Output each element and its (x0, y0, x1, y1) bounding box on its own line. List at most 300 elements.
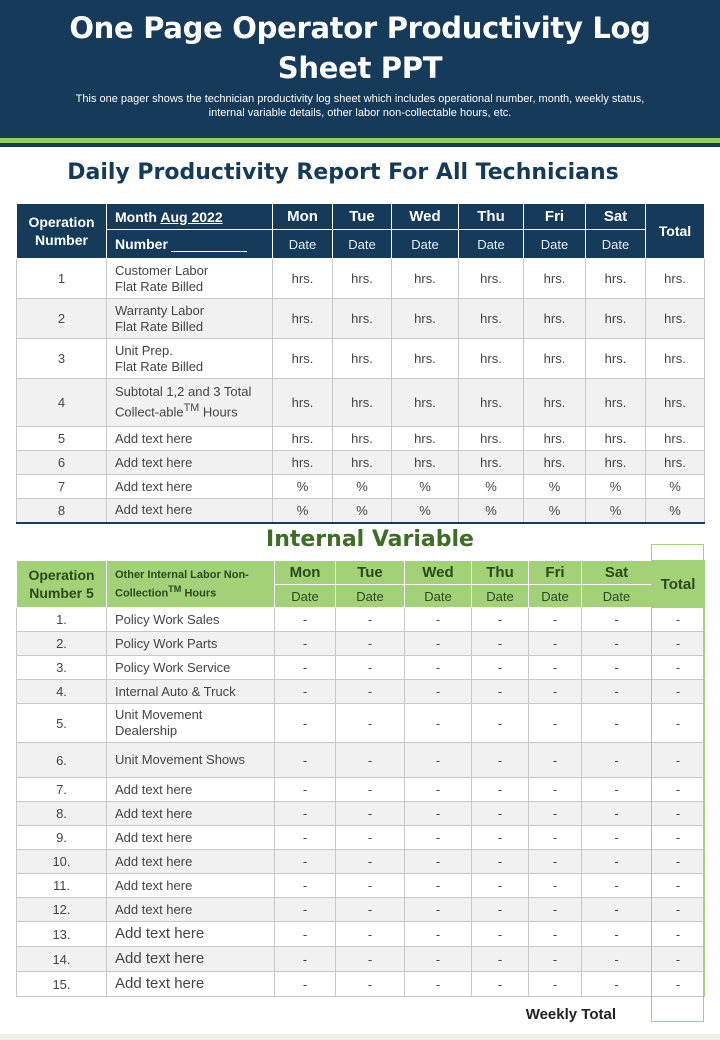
day-header: Fri (524, 204, 586, 230)
trademark-sup: TM (183, 402, 200, 415)
day-value-cell[interactable]: hrs. (524, 259, 586, 299)
day-header: Sat (582, 561, 652, 585)
description-cell (107, 850, 275, 874)
day-value-cell[interactable]: - (472, 802, 529, 826)
day-value-cell[interactable]: - (275, 874, 336, 898)
day-value-cell[interactable]: - (405, 947, 472, 972)
report-row (17, 499, 705, 523)
day-value-cell[interactable]: - (336, 704, 405, 743)
description-cell (107, 802, 275, 826)
day-value-cell[interactable]: - (582, 972, 652, 997)
day-value-cell[interactable]: % (333, 499, 392, 523)
day-value-cell[interactable]: - (582, 680, 652, 704)
total-value-cell[interactable]: - (652, 656, 705, 680)
day-value-cell[interactable]: - (336, 874, 405, 898)
report-row (17, 427, 705, 451)
internal-row (17, 656, 705, 680)
day-value-cell[interactable]: - (582, 898, 652, 922)
internal-row (17, 947, 705, 972)
number-blank-line (171, 240, 247, 252)
operation-number-cell: 5 (17, 427, 107, 451)
report-row (17, 339, 705, 379)
description-line1: Add text here (115, 950, 205, 967)
day-value-cell[interactable]: - (405, 826, 472, 850)
date-subheader: Date (392, 230, 459, 259)
day-header: Thu (459, 204, 524, 230)
description-line1: Add text here (115, 502, 193, 518)
description-cell (107, 778, 275, 802)
page-subtitle-line1: This one pager shows the technician productivity log sheet which includes operational number, month, weekly status, (75, 93, 645, 105)
footer-band (0, 1034, 720, 1040)
day-value-cell[interactable]: - (275, 947, 336, 972)
description-line1: Add text here (115, 877, 193, 893)
day-value-cell[interactable]: hrs. (392, 451, 459, 475)
description-line1: Customer Labor (115, 262, 209, 278)
day-value-cell[interactable]: % (524, 475, 586, 499)
day-value-cell[interactable]: % (459, 475, 524, 499)
description-line1: Warranty Labor (115, 302, 205, 318)
internal-row (17, 922, 705, 947)
operation-number-cell: 5. (17, 704, 107, 743)
internal-variable-table (16, 560, 705, 997)
day-value-cell[interactable]: - (529, 898, 582, 922)
weekly-total-label: Weekly Total (525, 1006, 616, 1023)
description-cell (107, 704, 275, 743)
day-value-cell[interactable]: - (529, 632, 582, 656)
day-value-cell[interactable]: - (529, 656, 582, 680)
description-line1: Add text here (115, 478, 193, 494)
description-cell (107, 632, 275, 656)
day-value-cell[interactable]: hrs. (392, 299, 459, 339)
total-column-frame (651, 544, 704, 1022)
date-subheader: Date (459, 230, 524, 259)
day-value-cell[interactable]: hrs. (333, 451, 392, 475)
day-value-cell[interactable]: - (582, 922, 652, 947)
total-value-cell[interactable]: - (652, 826, 705, 850)
page-title (0, 0, 720, 88)
day-value-cell[interactable]: - (336, 898, 405, 922)
month-value: Aug 2022 (160, 208, 223, 225)
total-value-cell[interactable]: % (646, 475, 705, 499)
day-value-cell[interactable]: - (472, 778, 529, 802)
internal-row (17, 972, 705, 997)
day-value-cell[interactable]: - (529, 680, 582, 704)
operation-number-cell: 7. (17, 778, 107, 802)
day-value-cell[interactable]: - (582, 826, 652, 850)
operation5-header-line1: Operation (28, 567, 95, 583)
date-subheader: Date (273, 230, 333, 259)
internal-variable-title: Internal Variable (266, 527, 474, 552)
day-value-cell[interactable]: hrs. (459, 427, 524, 451)
day-header: Mon (273, 204, 333, 230)
description-cell (107, 608, 275, 632)
day-value-cell[interactable]: - (472, 656, 529, 680)
day-value-cell[interactable]: - (336, 632, 405, 656)
total-value-cell[interactable]: - (652, 778, 705, 802)
other-labor-line1: Other Internal Labor Non- (115, 568, 249, 581)
day-value-cell[interactable]: - (405, 656, 472, 680)
day-value-cell[interactable]: hrs. (333, 299, 392, 339)
date-subheader: Date (275, 585, 336, 608)
total-value-cell[interactable]: % (646, 499, 705, 523)
operation-number-5-header (17, 561, 107, 608)
day-value-cell[interactable]: % (392, 475, 459, 499)
day-value-cell[interactable]: hrs. (459, 379, 524, 427)
day-value-cell[interactable]: hrs. (459, 451, 524, 475)
operation-number-cell: 15. (17, 972, 107, 997)
description-line2: Flat Rate Billed (115, 278, 204, 294)
day-value-cell[interactable]: - (275, 704, 336, 743)
operation-number-cell: 6 (17, 451, 107, 475)
operation-number-cell: 3. (17, 656, 107, 680)
day-value-cell[interactable]: - (529, 947, 582, 972)
day-value-cell[interactable]: % (459, 499, 524, 523)
day-value-cell[interactable]: - (336, 802, 405, 826)
day-value-cell[interactable]: - (529, 922, 582, 947)
day-value-cell[interactable]: - (582, 608, 652, 632)
day-value-cell[interactable]: - (336, 656, 405, 680)
month-label: Month (115, 208, 161, 225)
day-value-cell[interactable]: - (529, 704, 582, 743)
date-subheader: Date (586, 230, 646, 259)
internal-row (17, 802, 705, 826)
description-line1: Policy Work Parts (115, 635, 218, 651)
day-value-cell[interactable]: % (273, 475, 333, 499)
internal-row (17, 704, 705, 743)
description-line1: Add text here (115, 781, 193, 797)
operation-number-cell: 8 (17, 499, 107, 523)
day-value-cell[interactable]: hrs. (273, 427, 333, 451)
description-line1: Add text here (115, 430, 193, 446)
day-value-cell[interactable]: hrs. (459, 259, 524, 299)
description-line1: Policy Work Service (115, 659, 231, 675)
page-subtitle-line2: internal variable details, other labor non-collectable hours, etc. (208, 107, 512, 119)
day-value-cell[interactable]: - (405, 778, 472, 802)
description-cell (107, 379, 273, 427)
total-value-cell[interactable]: - (652, 632, 705, 656)
total-value-cell[interactable]: hrs. (646, 427, 705, 451)
day-value-cell[interactable]: - (582, 632, 652, 656)
day-value-cell[interactable]: - (582, 850, 652, 874)
description-line2: Dealership (115, 723, 178, 738)
day-value-cell[interactable]: - (405, 898, 472, 922)
day-value-cell[interactable]: - (275, 826, 336, 850)
date-subheader: Date (333, 230, 392, 259)
internal-row (17, 874, 705, 898)
day-value-cell[interactable]: hrs. (273, 259, 333, 299)
description-line1: Unit Movement (115, 707, 203, 722)
total-value-cell[interactable]: - (652, 680, 705, 704)
day-value-cell[interactable]: - (582, 656, 652, 680)
day-value-cell[interactable]: hrs. (524, 451, 586, 475)
description-line1: Add text here (115, 853, 193, 869)
day-value-cell[interactable]: - (472, 704, 529, 743)
day-value-cell[interactable]: hrs. (586, 339, 646, 379)
report-row (17, 451, 705, 475)
total-value-cell[interactable]: - (652, 850, 705, 874)
total-value-cell[interactable]: - (652, 874, 705, 898)
day-value-cell[interactable]: - (472, 632, 529, 656)
description-cell (107, 972, 275, 997)
day-value-cell[interactable]: - (275, 802, 336, 826)
day-value-cell[interactable]: - (472, 972, 529, 997)
day-value-cell[interactable]: - (405, 608, 472, 632)
day-value-cell[interactable]: - (582, 874, 652, 898)
total-value-cell[interactable]: - (652, 743, 705, 778)
total-value-cell[interactable]: hrs. (646, 259, 705, 299)
day-value-cell[interactable]: hrs. (333, 427, 392, 451)
day-value-cell[interactable]: - (529, 608, 582, 632)
description-cell (107, 451, 273, 475)
operation-header-line2: Number (35, 232, 88, 248)
day-value-cell[interactable]: - (582, 778, 652, 802)
day-value-cell[interactable]: - (336, 743, 405, 778)
day-value-cell[interactable]: - (275, 680, 336, 704)
operation-number-cell: 9. (17, 826, 107, 850)
report-title: Daily Productivity Report For All Technicians (67, 160, 619, 185)
day-header: Wed (405, 561, 472, 585)
operation5-header-line2: Number 5 (29, 585, 94, 601)
day-value-cell[interactable]: - (405, 632, 472, 656)
day-header: Fri (529, 561, 582, 585)
total-value-cell[interactable]: - (652, 704, 705, 743)
day-value-cell[interactable]: - (275, 898, 336, 922)
day-value-cell[interactable]: % (392, 499, 459, 523)
other-labor-header (107, 561, 275, 608)
day-value-cell[interactable]: - (405, 704, 472, 743)
day-value-cell[interactable]: - (336, 922, 405, 947)
day-value-cell[interactable]: - (405, 743, 472, 778)
operation-number-cell: 14. (17, 947, 107, 972)
operation-number-cell: 6. (17, 743, 107, 778)
day-header: Tue (336, 561, 405, 585)
other-labor-line2: Collection (115, 587, 169, 600)
description-tail: Hours (199, 404, 238, 420)
internal-row (17, 680, 705, 704)
day-value-cell[interactable]: - (336, 972, 405, 997)
description-cell (107, 680, 275, 704)
day-value-cell[interactable]: - (336, 850, 405, 874)
total-value-cell[interactable]: - (652, 922, 705, 947)
operation-number-cell: 4 (17, 379, 107, 427)
day-value-cell[interactable]: hrs. (333, 339, 392, 379)
description-line1: Add text here (115, 925, 205, 942)
day-value-cell[interactable]: - (529, 802, 582, 826)
day-value-cell[interactable]: hrs. (392, 259, 459, 299)
day-value-cell[interactable]: hrs. (586, 379, 646, 427)
description-line1: Internal Auto & Truck (115, 683, 236, 699)
total-header: Total (652, 561, 705, 608)
day-header: Tue (333, 204, 392, 230)
internal-row (17, 898, 705, 922)
day-value-cell[interactable]: - (275, 743, 336, 778)
day-value-cell[interactable]: - (336, 778, 405, 802)
day-value-cell[interactable]: - (472, 826, 529, 850)
description-cell (107, 743, 275, 778)
day-value-cell[interactable]: hrs. (524, 427, 586, 451)
internal-row (17, 778, 705, 802)
description-line1: Subtotal 1,2 and 3 Total (115, 384, 252, 400)
description-line1: Add text here (115, 829, 193, 845)
day-value-cell[interactable]: - (405, 850, 472, 874)
internal-row (17, 743, 705, 778)
day-value-cell[interactable]: hrs. (273, 379, 333, 427)
description-cell (107, 475, 273, 499)
description-line1: Unit Movement Shows (115, 752, 246, 767)
other-labor-tail: Hours (181, 587, 217, 600)
day-value-cell[interactable]: - (405, 972, 472, 997)
day-header: Sat (586, 204, 646, 230)
day-value-cell[interactable]: - (529, 778, 582, 802)
day-value-cell[interactable]: - (472, 608, 529, 632)
total-value-cell[interactable]: - (652, 898, 705, 922)
day-value-cell[interactable]: % (273, 499, 333, 523)
day-value-cell[interactable]: hrs. (392, 379, 459, 427)
number-label: Number (115, 236, 168, 252)
day-value-cell[interactable]: - (472, 874, 529, 898)
report-row (17, 299, 705, 339)
page-title-line2: Sheet PPT (277, 51, 443, 85)
description-cell (107, 898, 275, 922)
date-subheader: Date (336, 585, 405, 608)
month-header (107, 204, 273, 230)
day-value-cell[interactable]: - (336, 680, 405, 704)
internal-row (17, 632, 705, 656)
day-value-cell[interactable]: hrs. (333, 379, 392, 427)
description-cell (107, 874, 275, 898)
day-value-cell[interactable]: - (336, 608, 405, 632)
day-value-cell[interactable]: hrs. (392, 427, 459, 451)
day-value-cell[interactable]: - (275, 608, 336, 632)
operation-number-cell: 4. (17, 680, 107, 704)
day-value-cell[interactable]: hrs. (524, 299, 586, 339)
day-header: Mon (275, 561, 336, 585)
day-value-cell[interactable]: - (336, 826, 405, 850)
day-value-cell[interactable]: - (582, 704, 652, 743)
day-value-cell[interactable]: - (336, 947, 405, 972)
total-value-cell[interactable]: - (652, 608, 705, 632)
description-cell (107, 922, 275, 947)
day-value-cell[interactable]: hrs. (333, 259, 392, 299)
day-value-cell[interactable]: - (405, 802, 472, 826)
operation-number-cell: 11. (17, 874, 107, 898)
day-value-cell[interactable]: - (472, 850, 529, 874)
description-line1: Add text here (115, 805, 193, 821)
page-subtitle (0, 92, 720, 120)
day-value-cell[interactable]: - (275, 778, 336, 802)
operation-number-cell: 1. (17, 608, 107, 632)
day-value-cell[interactable]: hrs. (459, 339, 524, 379)
day-value-cell[interactable]: - (582, 743, 652, 778)
description-cell (107, 299, 273, 339)
total-value-cell[interactable]: - (652, 972, 705, 997)
internal-row (17, 608, 705, 632)
date-subheader: Date (472, 585, 529, 608)
description-cell (107, 656, 275, 680)
day-value-cell[interactable]: - (275, 656, 336, 680)
day-value-cell[interactable]: - (472, 743, 529, 778)
description-cell (107, 947, 275, 972)
operation-number-cell: 10. (17, 850, 107, 874)
operation-number-cell: 1 (17, 259, 107, 299)
day-value-cell[interactable]: hrs. (586, 299, 646, 339)
operation-number-cell: 3 (17, 339, 107, 379)
total-value-cell[interactable]: - (652, 802, 705, 826)
report-row (17, 475, 705, 499)
day-value-cell[interactable]: - (529, 972, 582, 997)
day-header: Thu (472, 561, 529, 585)
total-value-cell[interactable]: hrs. (646, 451, 705, 475)
day-value-cell[interactable]: % (524, 499, 586, 523)
day-value-cell[interactable]: - (472, 922, 529, 947)
day-value-cell[interactable]: - (529, 874, 582, 898)
operation-number-cell: 2 (17, 299, 107, 339)
description-line1: Unit Prep. (115, 342, 173, 358)
day-value-cell[interactable]: - (472, 898, 529, 922)
day-value-cell[interactable]: - (275, 632, 336, 656)
operation-header-line1: Operation (28, 214, 95, 230)
day-value-cell[interactable]: - (529, 743, 582, 778)
description-line1: Policy Work Sales (115, 611, 220, 627)
header-banner (0, 0, 720, 138)
day-value-cell[interactable]: - (472, 680, 529, 704)
day-value-cell[interactable]: % (586, 475, 646, 499)
day-value-cell[interactable]: hrs. (459, 299, 524, 339)
total-value-cell[interactable]: - (652, 947, 705, 972)
day-value-cell[interactable]: - (275, 850, 336, 874)
day-value-cell[interactable]: - (405, 922, 472, 947)
description-line1: Add text here (115, 975, 205, 992)
day-value-cell[interactable]: hrs. (586, 451, 646, 475)
day-value-cell[interactable]: - (529, 850, 582, 874)
total-value-cell[interactable]: hrs. (646, 339, 705, 379)
total-header: Total (646, 204, 705, 259)
description-cell (107, 826, 275, 850)
day-value-cell[interactable]: - (472, 947, 529, 972)
day-value-cell[interactable]: hrs. (586, 427, 646, 451)
productivity-report-table (16, 203, 705, 524)
day-value-cell[interactable]: - (405, 680, 472, 704)
internal-row (17, 850, 705, 874)
total-value-cell[interactable]: hrs. (646, 379, 705, 427)
date-subheader: Date (524, 230, 586, 259)
description-cell (107, 339, 273, 379)
other-labor-sup: TM (168, 583, 182, 594)
description-cell (107, 259, 273, 299)
day-value-cell[interactable]: hrs. (273, 299, 333, 339)
day-value-cell[interactable]: hrs. (273, 339, 333, 379)
operation-number-cell: 7 (17, 475, 107, 499)
day-value-cell[interactable]: - (405, 874, 472, 898)
day-value-cell[interactable]: % (586, 499, 646, 523)
total-value-cell[interactable]: hrs. (646, 299, 705, 339)
day-value-cell[interactable]: hrs. (524, 379, 586, 427)
day-value-cell[interactable]: - (529, 826, 582, 850)
internal-row (17, 826, 705, 850)
day-value-cell[interactable]: hrs. (524, 339, 586, 379)
description-cell (107, 427, 273, 451)
day-value-cell[interactable]: hrs. (273, 451, 333, 475)
day-value-cell[interactable]: - (275, 972, 336, 997)
navy-divider (0, 143, 720, 147)
day-header: Wed (392, 204, 459, 230)
day-value-cell[interactable]: hrs. (392, 339, 459, 379)
day-value-cell[interactable]: - (582, 947, 652, 972)
day-value-cell[interactable]: hrs. (586, 259, 646, 299)
day-value-cell[interactable]: % (333, 475, 392, 499)
day-value-cell[interactable]: - (582, 802, 652, 826)
day-value-cell[interactable]: - (275, 922, 336, 947)
